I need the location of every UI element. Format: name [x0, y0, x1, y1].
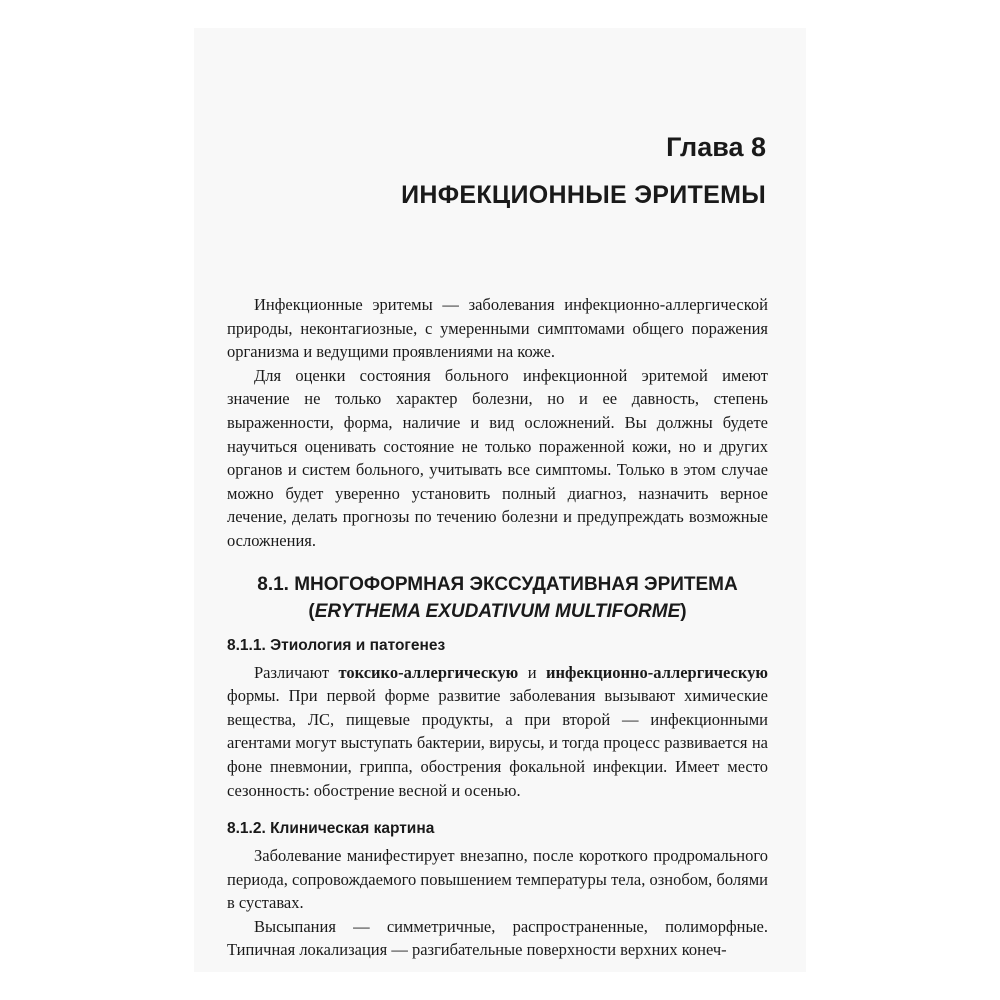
chapter-heading: [401, 128, 766, 212]
chapter-title: ИНФЕКЦИОННЫЕ ЭРИТЕМЫ: [401, 181, 766, 209]
section-heading: [227, 571, 768, 625]
subsection-heading-etiology: 8.1.1. Этиология и патогенез: [227, 636, 446, 654]
section-latin-line: [227, 598, 768, 625]
latin-open-paren: (: [308, 600, 315, 622]
subsection-heading-clinical: 8.1.2. Клиническая картина: [227, 820, 435, 838]
etiology-text-rest: формы. При первой форме развитие заболевания вызывают химические вещества, ЛС, пищевые продукты, а при второй — инфекционными агентами могут выступать бактерии, вирусы, и тогда процесс развивается на фоне пневмонии, гриппа, обострения фокальной инфекции. Имеет место сезонность: обострение весной и осенью.: [227, 686, 768, 800]
intro-paragraph-1: Инфекционные эритемы — заболевания инфекционно-аллергической природы, неконтагиозные, с умеренными симптомами общего поражения организма и ведущими проявлениями на коже.: [227, 295, 768, 362]
latin-close-paren: ): [680, 600, 687, 622]
clinical-paragraph-2: Высыпания — симметричные, распространенные, полиморфные. Типичная локализация — разгибательные поверхности верхних конеч-: [227, 916, 768, 960]
etiology-text-start: Различают: [254, 662, 339, 682]
intro-paragraph-2: Для оценки состояния больного инфекционной эритемой имеют значение не только характер болезни, но и ее давность, степень выраженности, форма, наличие и вид осложнений. Вы должны будете научиться оценивать состояние не только пораженной кожи, но и других органов и систем больного, учитывать все симптомы. Только в этом случае можно будет уверенно установить полный диагноз, назначить верное лечение, делать прогнозы по течению болезни и предупреждать возможные осложнения.: [227, 365, 768, 550]
section-latin-name: ERYTHEMA EXUDATIVUM MULTIFORME: [314, 600, 681, 622]
clinical-paragraph-1: Заболевание манифестирует внезапно, после короткого продромального периода, сопровождаемого повышением температуры тела, ознобом, болями в суставах.: [227, 846, 768, 913]
page-body: [227, 293, 768, 962]
book-page: [194, 28, 806, 972]
term-infectious-allergic: инфекционно-аллергическую: [546, 662, 768, 682]
chapter-number: Глава 8: [666, 132, 766, 162]
etiology-paragraph: [227, 661, 768, 803]
etiology-text-mid: и: [518, 662, 547, 682]
section-title: 8.1. МНОГОФОРМНАЯ ЭКССУДАТИВНАЯ ЭРИТЕМА: [257, 573, 738, 595]
term-toxic-allergic: токсико-аллергическую: [338, 662, 519, 682]
